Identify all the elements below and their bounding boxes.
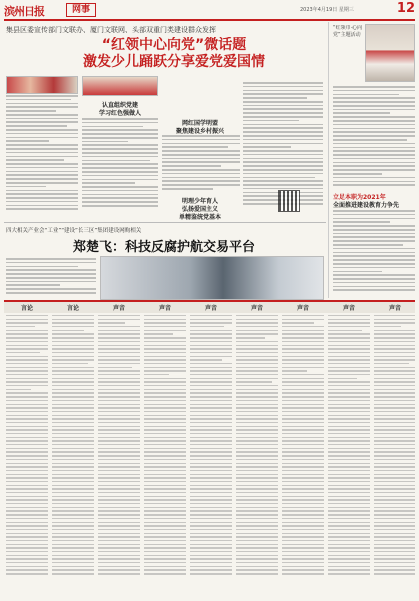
- right-story-text-2: [333, 210, 415, 298]
- column-title-6: 声音: [250, 305, 263, 312]
- right-sub-title-2: 全面推进建设教育力争先: [333, 202, 400, 208]
- column-title-4: 声音: [158, 305, 171, 312]
- sub-heading-2: 学习红色强做人: [98, 110, 141, 116]
- sub-heading-4: 聚焦建设乡村振兴: [175, 128, 224, 134]
- masthead-rule: [4, 19, 415, 21]
- bottom-column-9: [374, 315, 415, 597]
- column-title-7: 声音: [296, 305, 309, 312]
- bottom-column-2: [52, 315, 94, 597]
- performance-photo: [365, 24, 415, 82]
- second-story-kicker: 四大相关产业会“工业”“建设”长三区”集团建设网购相关: [6, 228, 142, 234]
- sub-heading-5: 明理少年育人: [181, 198, 218, 204]
- middle-column-text: [82, 118, 158, 213]
- children-photo: [6, 76, 78, 94]
- headline-line-1: “红领中心向党”微话题: [101, 37, 247, 53]
- second-story-headline: 郑楚飞：科技反腐护航交易平台: [72, 240, 255, 254]
- qr-code: [278, 190, 300, 212]
- column-title-1: 言论: [20, 305, 33, 312]
- issue-date: 2023年4月19日 星期三: [300, 7, 354, 13]
- story-divider: [4, 222, 326, 223]
- bottom-column-6: [236, 315, 278, 597]
- sub-heading-1: 认直组织党建: [101, 102, 138, 108]
- column-title-8: 声音: [342, 305, 355, 312]
- top-story-left-text: [6, 95, 78, 213]
- bottom-column-7: [282, 315, 324, 597]
- column-title-5: 声音: [204, 305, 217, 312]
- bottom-columns-header: [4, 300, 415, 313]
- top-story-kicker: 集县区委宣传部门文联办、厦门文联网、头部双重门类建设群众发挥: [6, 26, 216, 34]
- office-photo: [100, 256, 324, 300]
- top-story-headline: [30, 37, 318, 71]
- headline-line-2: 激发少儿踊跃分享爱党爱国情: [83, 54, 265, 70]
- bottom-column-8: [328, 315, 370, 597]
- right-story-caption: “红领巾·心向党”主题活动: [333, 25, 363, 38]
- red-scarf-photo: [82, 76, 158, 96]
- column-divider: [328, 22, 329, 298]
- newspaper-logo: 滨州日报: [4, 5, 44, 17]
- section-badge: 网事: [66, 3, 96, 17]
- second-story-text: [6, 258, 96, 298]
- right-story-text: [333, 86, 415, 191]
- center-column-text-1: [162, 135, 240, 193]
- right-sub-title: 立足本职为2021年: [333, 194, 386, 200]
- sub-heading-3: 网红国学明盟: [181, 120, 218, 126]
- sub-heading-7: 单精鉴统党基本: [178, 214, 221, 220]
- bottom-column-3: [98, 315, 140, 597]
- page-number: 12: [396, 1, 415, 16]
- bottom-column-4: [144, 315, 186, 597]
- sub-heading-6: 弘扬爱国主义: [181, 206, 218, 212]
- bottom-column-1: [6, 315, 48, 597]
- column-title-9: 声音: [388, 305, 401, 312]
- bottom-column-5: [190, 315, 232, 597]
- column-title-3: 声音: [112, 305, 125, 312]
- column-title-2: 言论: [66, 305, 79, 312]
